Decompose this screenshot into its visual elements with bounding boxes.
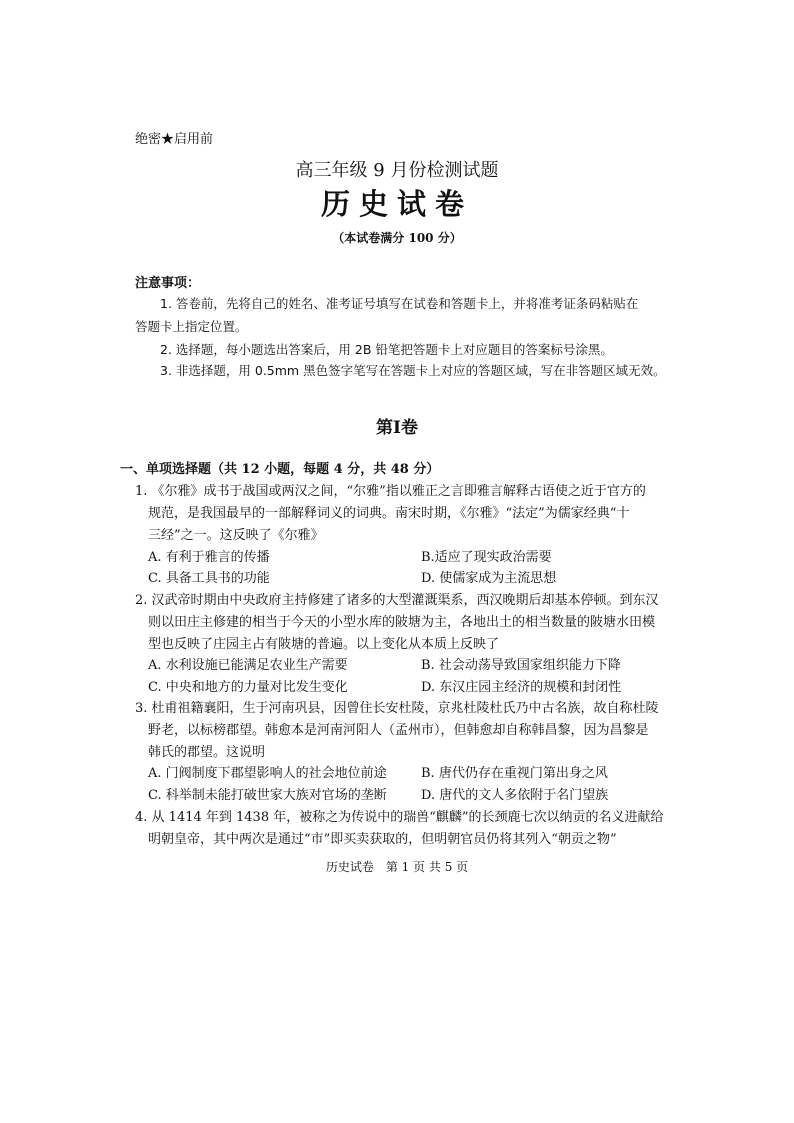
question-3-option-d: D. 唐代的文人多依附于名门望族 — [421, 788, 609, 803]
question-2-option-c: C. 中央和地方的力量对比发生变化 — [148, 680, 348, 695]
question-2-option-b: B. 社会动荡导致国家组织能力下降 — [421, 658, 621, 673]
question-2-option-a: A. 水利设施已能满足农业生产需要 — [148, 658, 348, 673]
question-3-option-b: B. 唐代仍存在重视门第出身之风 — [421, 766, 608, 781]
question-3-line: 3. 杜甫祖籍襄阳，生于河南巩县，因曾住长安杜陵，京兆杜陵杜氏乃中古名族，故自称杜陵 — [135, 701, 659, 716]
page-footer: 历史试卷 第 1 页 共 5 页 — [325, 860, 469, 874]
question-2-line: 则以田庄主修建的相当于今天的小型水库的陂塘为主，各地出土的相当数量的陂塘水田模 — [148, 615, 656, 630]
question-1-line: 三经”之一。这反映了《尔雅》 — [148, 528, 324, 543]
question-4-line: 明朝皇帝，其中两次是通过“市”即买卖获取的，但明朝官员仍将其列入“朝贡之物” — [148, 832, 617, 847]
question-3-line: 野老，以标榜郡望。韩愈本是河南河阳人（孟州市），但韩愈却自称韩昌黎，因为昌黎是 — [148, 723, 649, 738]
notice-line: 答题卡上指定位置。 — [135, 319, 248, 334]
confidential-label: 绝密★启用前 — [135, 132, 214, 147]
question-1-option-b: B.适应了现实政治需要 — [421, 550, 552, 565]
question-4-line: 4. 从 1414 年到 1438 年，被称之为传说中的瑞兽“麒麟”的长颈鹿七次以纳贡的名义进献给 — [135, 810, 664, 825]
part-heading: 一、单项选择题（共 12 小题，每题 4 分，共 48 分） — [120, 462, 440, 477]
question-3-option-c: C. 科举制未能打破世家大族对官场的垄断 — [148, 788, 387, 803]
question-2-line: 2. 汉武帝时期由中央政府主持修建了诸多的大型灌溉渠系，西汉晚期后却基本停顿。到东汉 — [135, 593, 659, 608]
question-1-line: 规范，是我国最早的一部解释词义的词典。南宋时期，《尔雅》“法定”为儒家经典“十 — [148, 506, 630, 521]
question-2-option-d: D. 东汉庄园主经济的规模和封闭性 — [421, 680, 622, 695]
question-3-line: 韩氏的郡望。这说明 — [148, 745, 266, 760]
notice-line: 1. 答卷前，先将自己的姓名、准考证号填写在试卷和答题卡上，并将准考证条码粘贴在 — [160, 296, 639, 311]
notice-line: 2. 选择题，每小题选出答案后，用 2B 铅笔把答题卡上对应题目的答案标号涂黑。 — [160, 342, 613, 357]
question-1-option-d: D. 使儒家成为主流思想 — [421, 571, 557, 586]
notice-heading: 注意事项： — [135, 276, 201, 291]
score-note: （本试卷满分 100 分） — [332, 231, 462, 245]
section-title: 第Ⅰ卷 — [376, 418, 418, 438]
question-3-option-a: A. 门阀制度下郡望影响人的社会地位前途 — [148, 766, 387, 781]
subject-title: 历史试卷 — [320, 187, 473, 221]
question-1-option-c: C. 具备工具书的功能 — [148, 571, 270, 586]
question-1-line: 1. 《尔雅》成书于战国或两汉之间，“尔雅”指以雅正之言即雅言解释古语使之近于官方的 — [135, 484, 646, 499]
notice-line: 3. 非选择题，用 0.5mm 黑色签字笔写在答题卡上对应的答题区域，写在非答题区域无效。 — [160, 363, 666, 378]
exam-title: 高三年级 9 月份检测试题 — [295, 160, 499, 181]
question-1-option-a: A. 有利于雅言的传播 — [148, 550, 270, 565]
question-2-line: 型也反映了庄园主占有陂塘的普遍。以上变化从本质上反映了 — [148, 637, 500, 652]
